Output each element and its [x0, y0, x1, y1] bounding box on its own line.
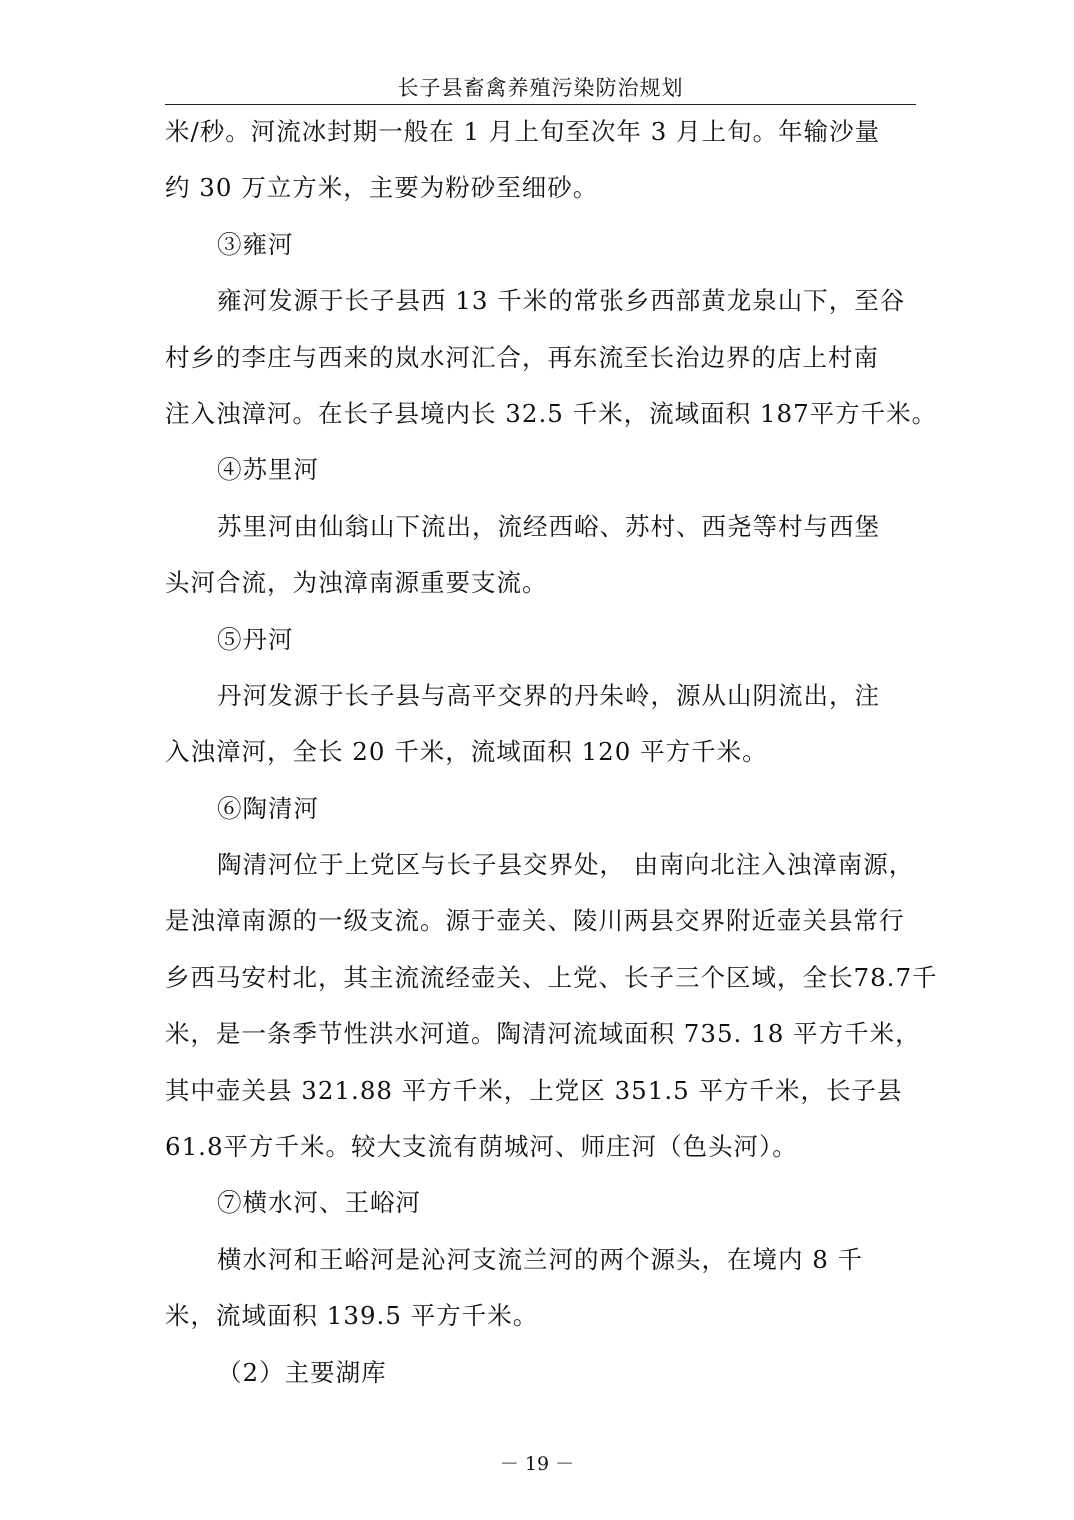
text-line: 丹河发源于长子县与高平交界的丹朱岭，源从山阴流出，注 [217, 680, 880, 710]
section-heading-yonghe: ③雍河 [217, 229, 294, 259]
text-line: 米，流域面积 139.5 平方千米。 [165, 1301, 539, 1331]
section-heading-lakes: （2）主要湖库 [217, 1357, 387, 1387]
text-line: 陶清河位于上党区与长子县交界处， 由南向北注入浊漳南源， [217, 850, 915, 880]
text-line: 苏里河由仙翁山下流出，流经西峪、苏村、西尧等村与西堡 [217, 511, 880, 541]
section-heading-danhe: ⑤丹河 [217, 624, 294, 654]
section-heading-taoqinghe: ⑥陶清河 [217, 793, 319, 823]
page-header-title: 长子县畜禽养殖污染防治规划 [397, 76, 684, 100]
text-line: 注入浊漳河。在长子县境内长 32.5 千米，流域面积 187平方千米。 [165, 398, 938, 428]
document-body [165, 109, 938, 1406]
text-line: 是浊漳南源的一级支流。源于壶关、陵川两县交界附近壶关县常行 [165, 906, 905, 936]
text-line: 其中壶关县 321.88 平方千米，上党区 351.5 平方千米，长子县 [165, 1075, 903, 1105]
text-line: 横水河和王峪河是沁河支流兰河的两个源头，在境内 8 千 [217, 1244, 864, 1274]
header-divider [165, 104, 916, 105]
text-line: 雍河发源于长子县西 13 千米的常张乡西部黄龙泉山下，至谷 [217, 286, 906, 316]
text-line: 乡西马安村北，其主流流经壶关、上党、长子三个区域，全长78.7千 [165, 962, 938, 992]
page-number: － 19 － [499, 1453, 575, 1475]
text-line: 61.8平方千米。较大支流有荫城河、师庄河（色头河）。 [165, 1132, 798, 1162]
text-line: 约 30 万立方米，主要为粉砂至细砂。 [165, 173, 599, 203]
text-line: 入浊漳河，全长 20 千米，流域面积 120 平方千米。 [165, 737, 768, 767]
section-heading-sulihe: ④苏里河 [217, 455, 319, 485]
section-heading-hengshuihe: ⑦横水河、王峪河 [217, 1188, 421, 1218]
text-line: 村乡的李庄与西来的岚水河汇合，再东流至长治边界的店上村南 [165, 342, 879, 372]
text-line: 米/秒。河流冰封期一般在 1 月上旬至次年 3 月上旬。年输沙量 [165, 117, 881, 146]
text-line: 头河合流，为浊漳南源重要支流。 [165, 568, 548, 598]
text-line: 米，是一条季节性洪水河道。陶清河流域面积 735. 18 平方千米， [165, 1019, 921, 1049]
